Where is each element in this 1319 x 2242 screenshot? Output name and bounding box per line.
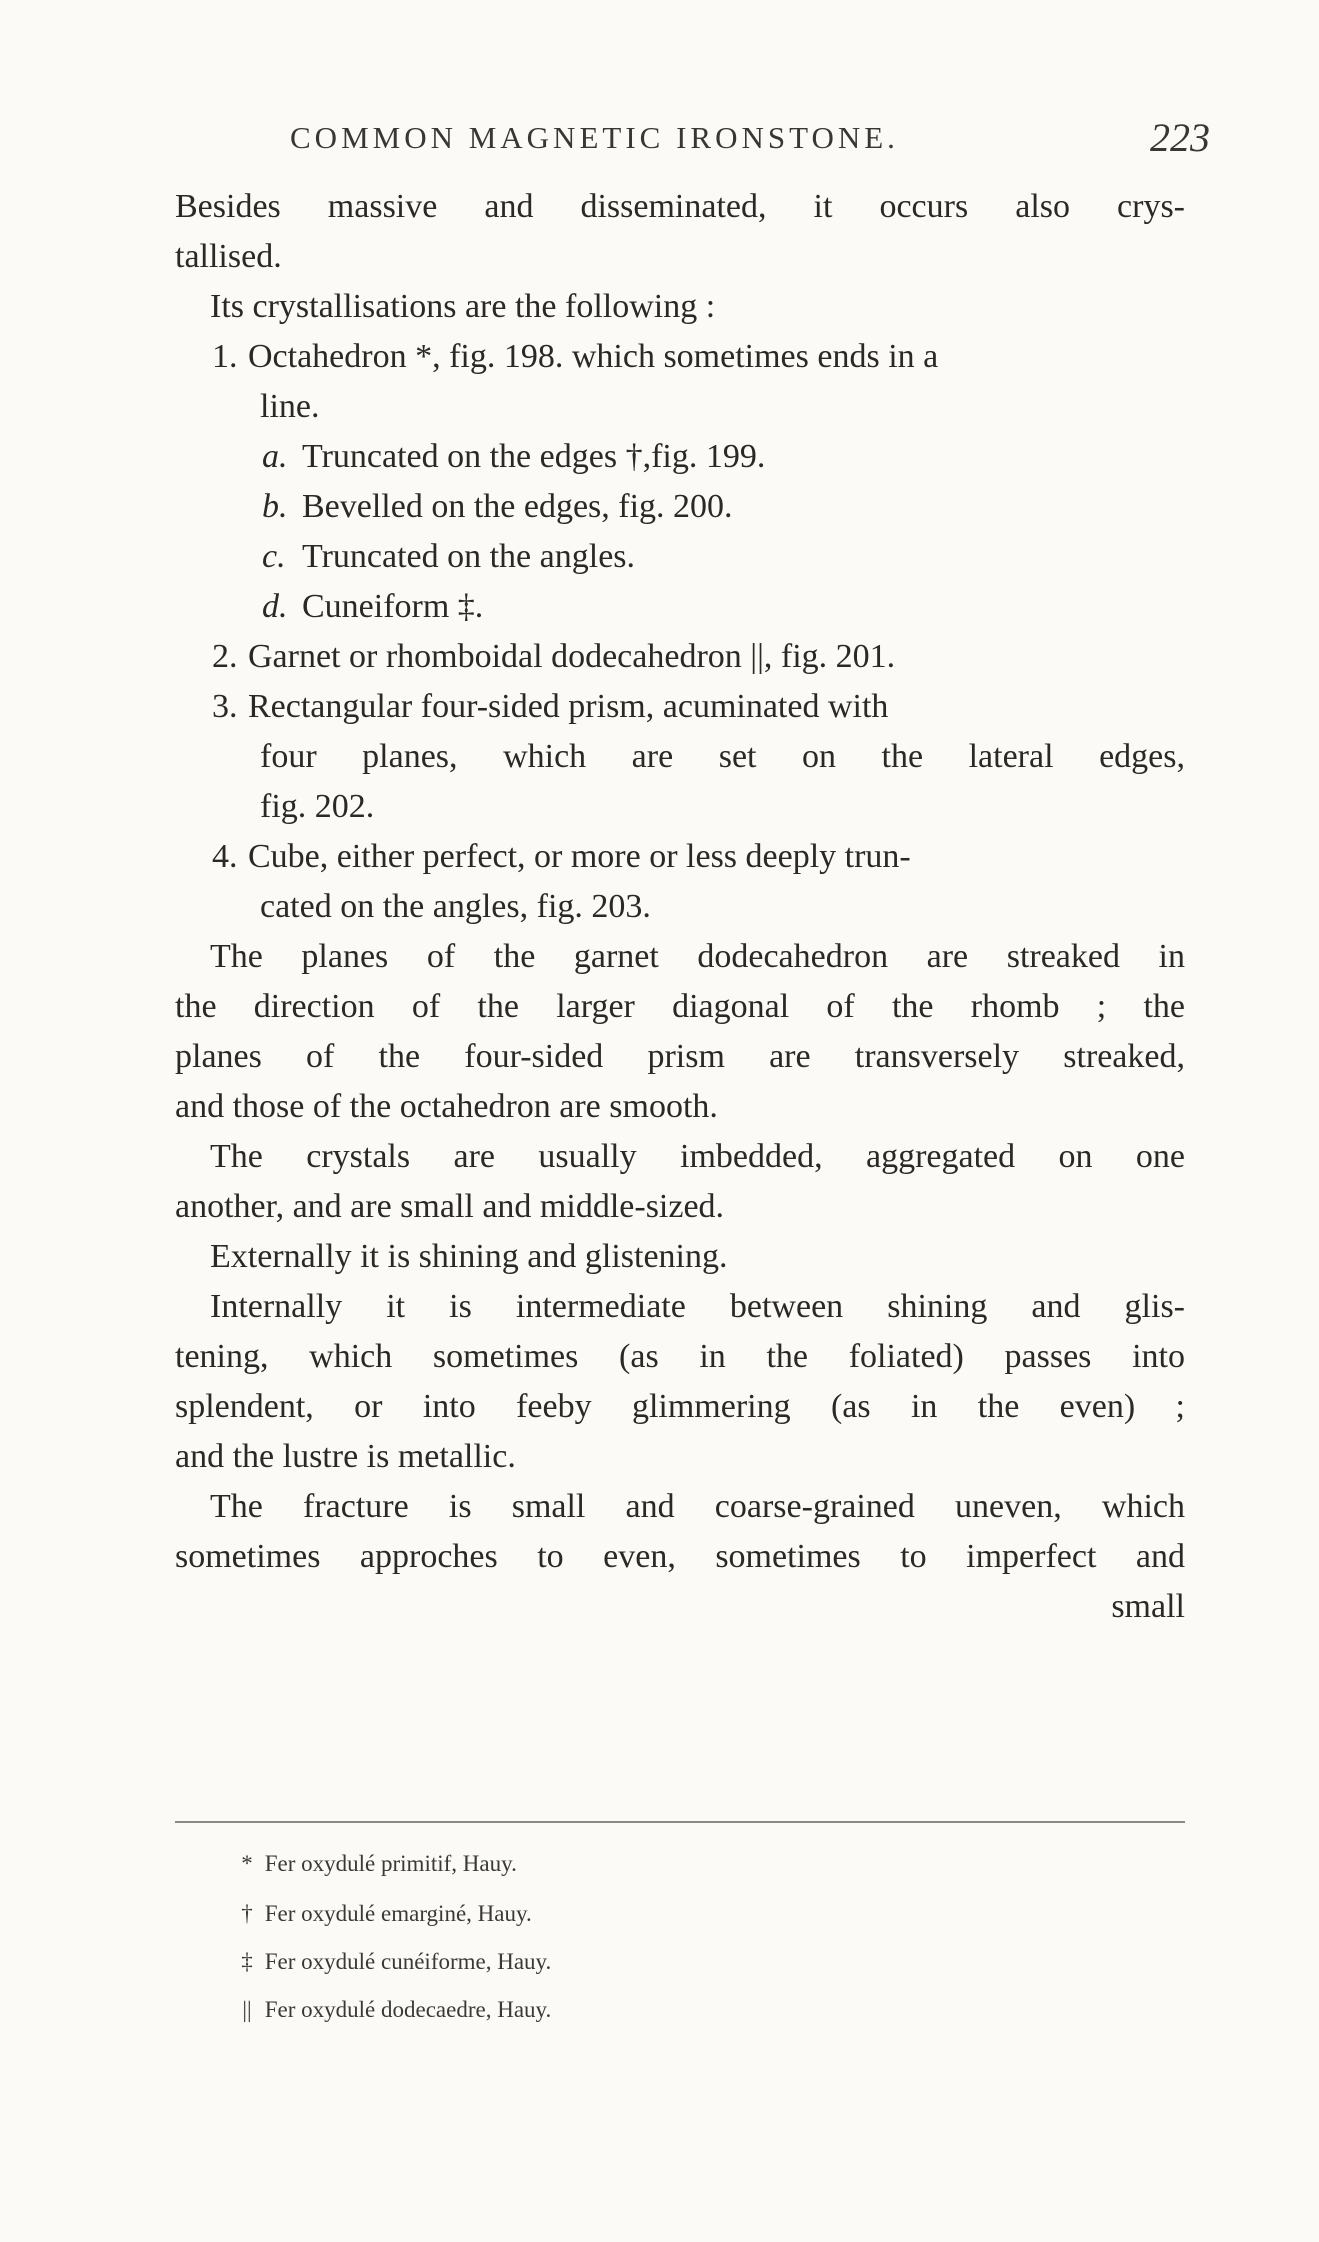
list-item-3	[212, 687, 888, 727]
body-line: and the lustre is metallic.	[175, 1438, 516, 1475]
body-line: planes of the four-sided prism are transversely streaked,	[175, 1038, 1185, 1075]
body-line: Besides massive and disseminated, it occurs also crys-	[175, 188, 1185, 225]
footnote-2	[235, 1900, 532, 1928]
body-line: cated on the angles, fig. 203.	[260, 888, 651, 925]
list-text: Garnet or rhomboidal dodecahedron ||, fig. 201.	[248, 638, 896, 675]
footnote-3	[235, 1948, 551, 1976]
page-header	[290, 115, 1210, 170]
footnote-mark: ||	[242, 1997, 252, 2022]
footnote-mark: ‡	[241, 1949, 253, 1974]
catchword: small	[1111, 1588, 1185, 1625]
body-line: Internally it is intermediate between shining and glis-	[210, 1288, 1185, 1325]
body-line: Externally it is shining and glistening.	[210, 1238, 728, 1275]
list-number: 2.	[212, 638, 238, 675]
sub-item-c	[262, 537, 635, 577]
body-line: The crystals are usually imbedded, aggregated on one	[210, 1138, 1185, 1175]
sub-text: Truncated on the edges †,fig. 199.	[302, 438, 766, 475]
footnote-text: Fer oxydulé dodecaedre, Hauy.	[264, 1997, 552, 2022]
body-line: fig. 202.	[260, 788, 375, 825]
running-head: COMMON MAGNETIC IRONSTONE.	[290, 120, 899, 155]
body-line: splendent, or into feeby glimmering (as in the even) ;	[175, 1388, 1185, 1425]
body-line: and those of the octahedron are smooth.	[175, 1088, 718, 1125]
body-line: The planes of the garnet dodecahedron are streaked in	[210, 938, 1185, 975]
body-line: line.	[260, 388, 320, 425]
list-text: Cube, either perfect, or more or less deeply trun-	[248, 838, 911, 875]
footnote-text: Fer oxydulé emarginé, Hauy.	[264, 1901, 532, 1926]
sub-letter: b.	[262, 488, 288, 525]
footnote-mark: †	[241, 1901, 253, 1926]
list-number: 3.	[212, 688, 238, 725]
sub-text: Bevelled on the edges, fig. 200.	[302, 488, 733, 525]
sub-letter: c.	[262, 538, 286, 575]
list-text: Octahedron *, fig. 198. which sometimes ends in a	[248, 338, 939, 375]
body-line: The fracture is small and coarse-grained uneven, which	[210, 1488, 1185, 1525]
sub-text: Cuneiform ‡.	[302, 588, 484, 625]
page-number: 223	[1150, 115, 1210, 160]
list-item-2	[212, 637, 895, 677]
sub-text: Truncated on the angles.	[302, 538, 636, 575]
body-line: tallised.	[175, 238, 282, 275]
body-line: tening, which sometimes (as in the foliated) passes into	[175, 1338, 1185, 1375]
sub-item-d	[262, 587, 483, 627]
body-line: sometimes approches to even, sometimes to imperfect and	[175, 1538, 1185, 1575]
list-number: 1.	[212, 338, 238, 375]
footnote-text: Fer oxydulé cunéiforme, Hauy.	[264, 1949, 552, 1974]
body-line: four planes, which are set on the lateral edges,	[260, 738, 1185, 775]
body-line: Its crystallisations are the following :	[210, 288, 716, 325]
body-line: the direction of the larger diagonal of the rhomb ; the	[175, 988, 1185, 1025]
footnote-4	[235, 1996, 551, 2024]
footnote-1	[235, 1850, 517, 1878]
sub-item-a	[262, 437, 765, 477]
list-number: 4.	[212, 838, 238, 875]
list-text: Rectangular four-sided prism, acuminated with	[248, 688, 889, 725]
list-item-4	[212, 837, 911, 877]
footnote-mark: *	[241, 1851, 253, 1876]
sub-letter: d.	[262, 588, 288, 625]
footnote-rule	[175, 1821, 1185, 1823]
body-line: another, and are small and middle-sized.	[175, 1188, 725, 1225]
list-item-1	[212, 337, 1185, 377]
sub-letter: a.	[262, 438, 288, 475]
sub-item-b	[262, 487, 733, 527]
footnote-text: Fer oxydulé primitif, Hauy.	[264, 1851, 517, 1876]
